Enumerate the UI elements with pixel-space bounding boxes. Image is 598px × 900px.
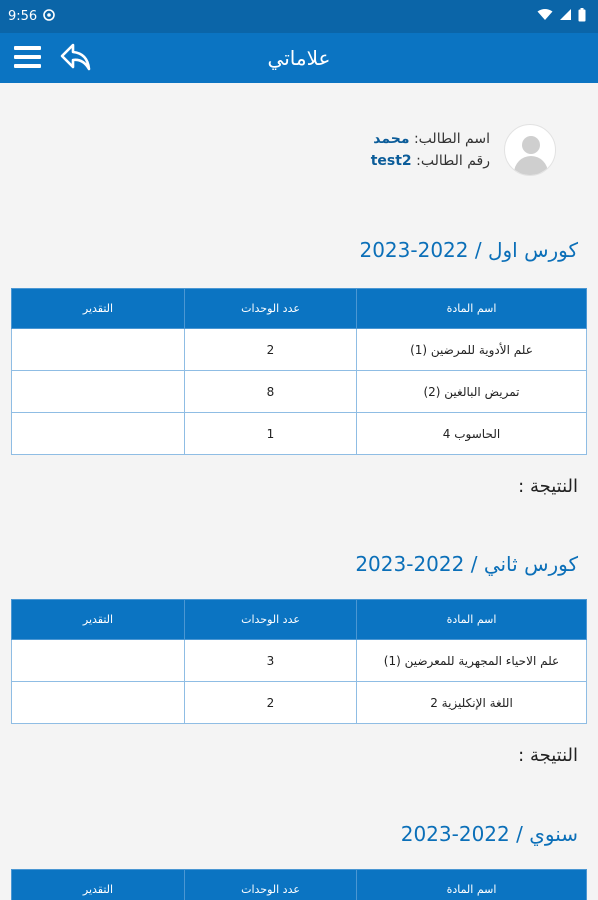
status-left (8, 9, 55, 25)
cell-units: 2 (185, 682, 357, 724)
cell-grade (12, 413, 185, 455)
student-card (371, 124, 556, 176)
column-header-units: عدد الوحدات (185, 600, 357, 640)
grades-table-annual (11, 869, 587, 900)
student-name-label: اسم الطالب: (413, 131, 490, 147)
student-name-value: محمد (373, 131, 410, 147)
cell-grade (12, 329, 185, 371)
result-label-course-1: النتيجة : (518, 476, 578, 497)
student-number-value: test2 (370, 153, 412, 169)
column-header-units: عدد الوحدات (185, 289, 357, 329)
cell-units: 1 (185, 413, 357, 455)
wifi-icon (537, 9, 553, 25)
cell-grade (12, 640, 185, 682)
column-header-units: عدد الوحدات (185, 870, 357, 900)
cell-subject: تمريض البالغين (2) (357, 371, 587, 413)
status-bar (0, 0, 598, 33)
section-title-annual: سنوي / 2022-2023 (400, 822, 578, 846)
table-row (12, 329, 587, 371)
cell-grade (12, 371, 185, 413)
table-row (12, 413, 587, 455)
table-row (12, 682, 587, 724)
table-row (12, 640, 587, 682)
result-label-course-2: النتيجة : (518, 745, 578, 766)
status-time: 9:56 (8, 9, 38, 24)
notification-icon (43, 9, 55, 25)
cell-subject: الحاسوب 4 (357, 413, 587, 455)
student-number-row (371, 150, 490, 172)
grades-table-course-2 (11, 599, 587, 724)
column-header-subject: اسم المادة (357, 870, 587, 900)
cell-subject: علم الاحياء المجهرية للمعرضين (1) (357, 640, 587, 682)
column-header-grade: التقدير (12, 600, 185, 640)
cell-subject: اللغة الإنكليزية 2 (357, 682, 587, 724)
column-header-subject: اسم المادة (357, 289, 587, 329)
cell-subject: علم الأدوية للمرضين (1) (357, 329, 587, 371)
grades-table-course-1 (11, 288, 587, 455)
cell-units: 3 (185, 640, 357, 682)
column-header-subject: اسم المادة (357, 600, 587, 640)
student-name-row (371, 128, 490, 150)
column-header-grade: التقدير (12, 870, 185, 900)
student-info (371, 124, 490, 172)
student-number-label: رقم الطالب: (416, 153, 490, 169)
avatar (504, 124, 556, 176)
table-row (12, 371, 587, 413)
cell-units: 2 (185, 329, 357, 371)
battery-icon (578, 8, 586, 26)
cell-grade (12, 682, 185, 724)
table-header-row (12, 289, 587, 329)
column-header-grade: التقدير (12, 289, 185, 329)
avatar-body-icon (514, 156, 548, 176)
page-title: علاماتي (267, 46, 331, 70)
avatar-head-icon (522, 136, 540, 154)
status-right (537, 8, 586, 26)
cell-units: 8 (185, 371, 357, 413)
section-title-course-2: كورس ثاني / 2022-2023 (355, 552, 578, 576)
table-header-row (12, 870, 587, 900)
section-title-course-1: كورس اول / 2022-2023 (359, 238, 578, 262)
signal-icon (559, 8, 572, 25)
table-header-row (12, 600, 587, 640)
app-bar (0, 33, 598, 83)
